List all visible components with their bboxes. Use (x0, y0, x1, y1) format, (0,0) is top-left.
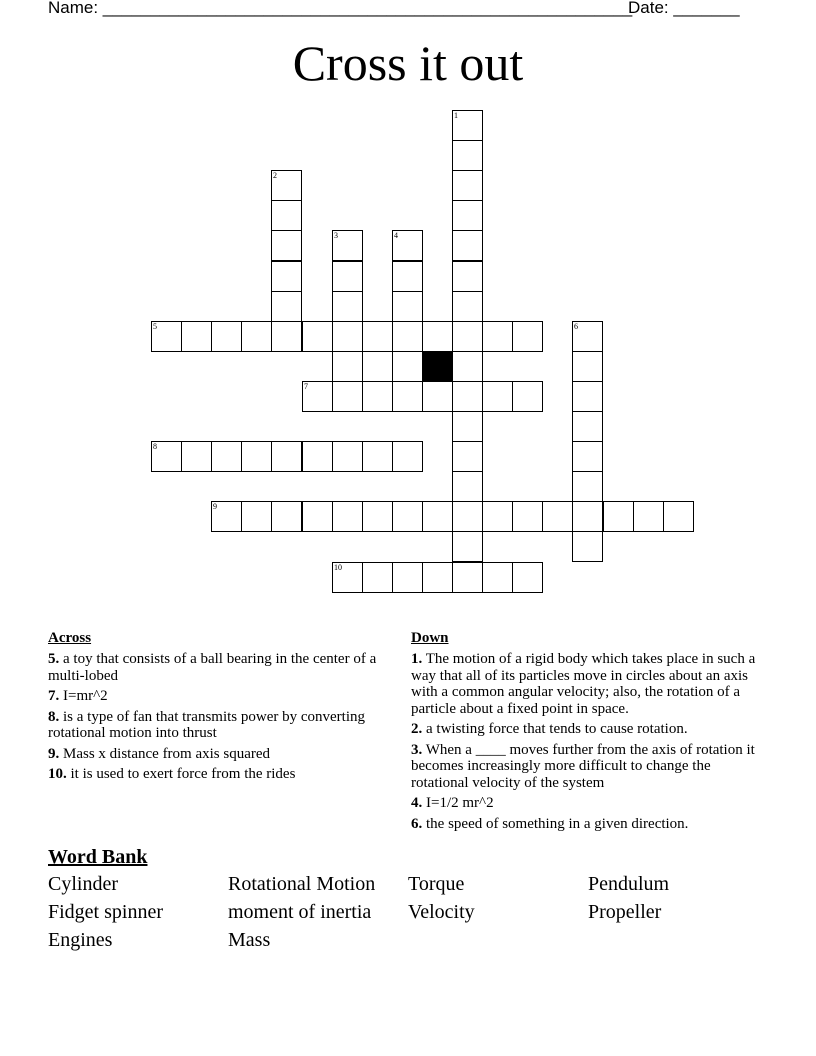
clue-down-2: 2. a twisting force that tends to cause rotation. (411, 721, 688, 737)
date-field-label: Date: _______ (628, 0, 740, 17)
clue-across-10: 10. it is used to exert force from the rides (48, 766, 296, 782)
grid-cell[interactable] (392, 261, 423, 292)
word-bank-item: Propeller (588, 901, 662, 923)
grid-cell[interactable] (332, 441, 363, 472)
cell-number: 2 (273, 171, 277, 180)
grid-cell[interactable] (572, 441, 603, 472)
grid-cell[interactable] (482, 381, 513, 412)
grid-cell[interactable] (332, 381, 363, 412)
clue-across-9: 9. Mass x distance from axis squared (48, 745, 271, 762)
grid-cell[interactable] (332, 501, 363, 532)
word-bank-item: Torque (408, 873, 465, 895)
grid-cell[interactable] (241, 501, 272, 532)
cell-number: 3 (334, 231, 338, 240)
grid-cell[interactable] (422, 381, 453, 412)
grid-cell[interactable] (302, 441, 333, 472)
clue-across-8: 8. is a type of fan that transmits power by converting rotational motion into thrust (48, 708, 366, 741)
grid-cell[interactable] (332, 291, 363, 322)
word-bank-item: Engines (48, 929, 113, 951)
cell-number: 8 (153, 442, 157, 451)
grid-cell[interactable] (151, 441, 182, 472)
grid-cell[interactable] (332, 261, 363, 292)
grid-cell[interactable] (302, 321, 333, 352)
grid-cell[interactable] (211, 501, 242, 532)
page-title: Cross it out (292, 35, 524, 91)
grid-cell[interactable] (572, 411, 603, 442)
grid-cell[interactable] (482, 562, 513, 593)
grid-cell[interactable] (663, 501, 694, 532)
cell-number: 10 (334, 563, 342, 572)
grid-cell[interactable] (271, 200, 302, 231)
cell-number: 7 (304, 382, 308, 391)
clue-across-5: 5. a toy that consists of a ball bearing in the center of a multi-lobed (48, 651, 377, 684)
grid-cell[interactable] (452, 381, 483, 412)
grid-cell[interactable] (422, 562, 453, 593)
grid-cell[interactable] (512, 321, 543, 352)
grid-cell[interactable] (362, 441, 393, 472)
word-bank (48, 873, 768, 957)
grid-cell[interactable] (422, 321, 453, 352)
word-bank-item: Mass (228, 929, 271, 951)
grid-cell[interactable] (332, 351, 363, 382)
grid-cell[interactable] (452, 261, 483, 292)
grid-cell[interactable] (603, 501, 634, 532)
grid-cell[interactable] (271, 291, 302, 322)
grid-cell[interactable] (271, 321, 302, 352)
grid-cell[interactable] (452, 471, 483, 502)
cell-number: 1 (454, 111, 458, 120)
grid-cell[interactable] (452, 230, 483, 261)
grid-cell[interactable] (452, 441, 483, 472)
grid-cell[interactable] (572, 381, 603, 412)
grid-cell-black (422, 351, 453, 382)
grid-cell[interactable] (332, 321, 363, 352)
grid-cell[interactable] (211, 441, 242, 472)
across-clues (48, 630, 393, 787)
grid-cell[interactable] (271, 170, 302, 201)
word-bank-item: moment of inertia (228, 901, 372, 923)
grid-cell[interactable] (633, 501, 664, 532)
grid-cell[interactable] (482, 321, 513, 352)
grid-cell[interactable] (241, 441, 272, 472)
grid-cell[interactable] (512, 562, 543, 593)
grid-cell[interactable] (452, 411, 483, 442)
word-bank-item: Pendulum (588, 873, 670, 895)
grid-cell[interactable] (392, 321, 423, 352)
word-bank-heading: Word Bank (48, 846, 148, 868)
grid-cell[interactable] (452, 351, 483, 382)
grid-cell[interactable] (482, 501, 513, 532)
grid-cell[interactable] (181, 441, 212, 472)
grid-cell[interactable] (572, 351, 603, 382)
cell-number: 4 (394, 231, 398, 240)
grid-cell[interactable] (572, 531, 603, 562)
grid-cell[interactable] (452, 291, 483, 322)
grid-cell[interactable] (452, 110, 483, 141)
grid-cell[interactable] (542, 501, 573, 532)
grid-cell[interactable] (362, 562, 393, 593)
grid-cell[interactable] (392, 291, 423, 322)
grid-cell[interactable] (392, 381, 423, 412)
down-clues (411, 630, 771, 836)
cell-number: 6 (574, 322, 578, 331)
grid-cell[interactable] (392, 441, 423, 472)
grid-cell[interactable] (302, 501, 333, 532)
grid-cell[interactable] (271, 230, 302, 261)
clue-down-3: 3. When a ____ moves further from the axis of rotation it becomes increasingly more difficult to change the rotational velocity of the system (411, 741, 755, 791)
clue-down-4: 4. I=1/2 mr^2 (411, 795, 494, 811)
clue-across-7: 7. I=mr^2 (48, 688, 108, 704)
cell-number: 9 (213, 502, 217, 511)
grid-cell[interactable] (512, 501, 543, 532)
across-heading: Across (48, 630, 92, 646)
grid-cell[interactable] (392, 501, 423, 532)
grid-cell[interactable] (362, 381, 393, 412)
grid-cell[interactable] (392, 230, 423, 261)
grid-cell[interactable] (271, 441, 302, 472)
grid-cell[interactable] (452, 170, 483, 201)
grid-cell[interactable] (241, 321, 272, 352)
grid-cell[interactable] (332, 230, 363, 261)
grid-cell[interactable] (452, 501, 483, 532)
grid-cell[interactable] (392, 562, 423, 593)
grid-cell[interactable] (181, 321, 212, 352)
word-bank-item: Rotational Motion (228, 873, 376, 895)
grid-cell[interactable] (211, 321, 242, 352)
grid-cell[interactable] (362, 501, 393, 532)
cell-number: 5 (153, 322, 157, 331)
grid-cell[interactable] (452, 562, 483, 593)
grid-cell[interactable] (452, 531, 483, 562)
grid-cell[interactable] (572, 321, 603, 352)
grid-cell[interactable] (362, 321, 393, 352)
grid-cell[interactable] (452, 140, 483, 171)
grid-cell[interactable] (572, 471, 603, 502)
down-heading: Down (411, 630, 449, 646)
grid-cell[interactable] (572, 501, 603, 532)
grid-cell[interactable] (512, 381, 543, 412)
word-bank-item: Velocity (408, 901, 475, 923)
name-field-label: Name: ________________________________________________________ (48, 0, 633, 17)
grid-cell[interactable] (392, 351, 423, 382)
grid-cell[interactable] (452, 321, 483, 352)
clue-down-1: 1. The motion of a rigid body which takes place in such a way that all of its particles move in circles about an axis with a common angular velocity; also, the rotation of a particle about a fixed point in space. (411, 651, 756, 717)
word-bank-item: Fidget spinner (48, 901, 163, 923)
grid-cell[interactable] (422, 501, 453, 532)
grid-cell[interactable] (302, 381, 333, 412)
grid-cell[interactable] (452, 200, 483, 231)
clue-down-6: 6. the speed of something in a given direction. (411, 815, 689, 832)
grid-cell[interactable] (271, 501, 302, 532)
word-bank-item: Cylinder (48, 873, 118, 895)
grid-cell[interactable] (332, 562, 363, 593)
grid-cell[interactable] (151, 321, 182, 352)
grid-cell[interactable] (271, 261, 302, 292)
